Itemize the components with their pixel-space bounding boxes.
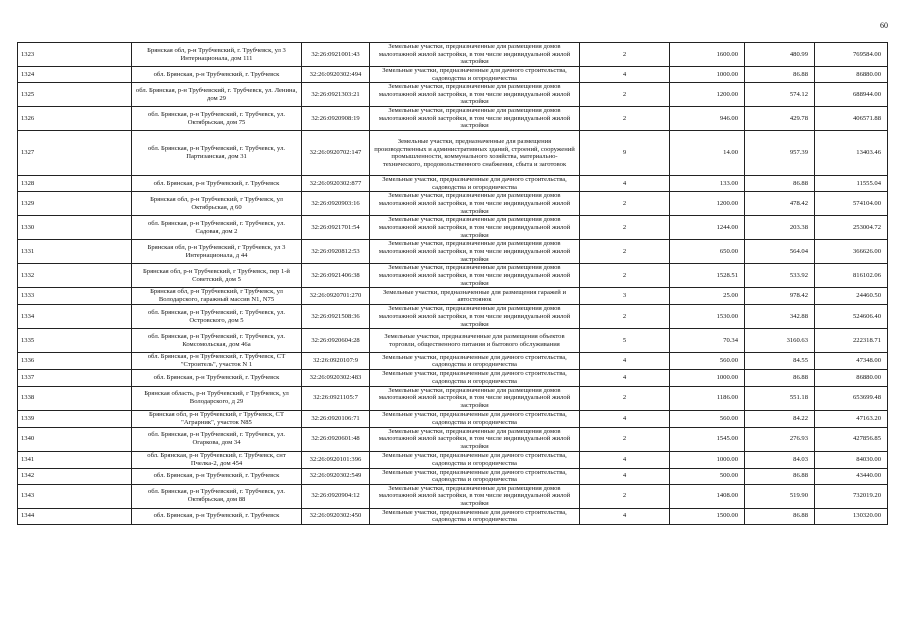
land-use-cell: Земельные участки, предназначенные для размещения домов малоэтажной жилой застройки, в том числе индивидуальной жилой застройки <box>370 305 580 329</box>
address-cell: обл. Брянская, р-н Трубчевский, г. Трубчевск, ул. Островского, дом 5 <box>132 305 302 329</box>
table-body <box>18 43 888 525</box>
specific-value-cell: 519.90 <box>745 484 815 508</box>
cadastral-number-cell: 32:26:0920601:48 <box>302 427 370 451</box>
specific-value-cell: 574.12 <box>745 83 815 107</box>
cadastral-value-cell: 11555.04 <box>815 176 888 192</box>
specific-value-cell: 84.55 <box>745 353 815 370</box>
row-number-cell: 1338 <box>18 386 132 410</box>
cadastral-number-cell: 32:26:0920302:483 <box>302 370 370 386</box>
row-number-cell: 1337 <box>18 370 132 386</box>
address-cell: Брянская обл, р-н Трубчевский, г. Трубчевск, ул 3 Интернационала, дом 111 <box>132 43 302 67</box>
row-number-cell: 1333 <box>18 288 132 305</box>
table-row <box>18 451 888 468</box>
page-number: 60 <box>880 21 888 30</box>
cadastral-number-cell: 32:26:0920107:9 <box>302 353 370 370</box>
area-cell: 1600.00 <box>670 43 745 67</box>
specific-value-cell: 342.88 <box>745 305 815 329</box>
row-number-cell: 1328 <box>18 176 132 192</box>
cadastral-value-cell: 366626.00 <box>815 240 888 264</box>
address-cell: обл. Брянская, р-н Трубчевский, г. Трубчевск <box>132 176 302 192</box>
table-row <box>18 216 888 240</box>
area-cell: 1408.00 <box>670 484 745 508</box>
area-cell: 1244.00 <box>670 216 745 240</box>
land-register-table <box>17 42 888 525</box>
use-group-cell: 2 <box>580 264 670 288</box>
table-row <box>18 264 888 288</box>
use-group-cell: 2 <box>580 386 670 410</box>
cadastral-value-cell: 13403.46 <box>815 131 888 176</box>
area-cell: 1530.00 <box>670 305 745 329</box>
address-cell: обл. Брянская, р-н Трубчевский, г. Трубчевск, ул. Комсомольская, дом 46а <box>132 329 302 353</box>
row-number-cell: 1331 <box>18 240 132 264</box>
cadastral-number-cell: 32:26:0921701:54 <box>302 216 370 240</box>
cadastral-number-cell: 32:26:0920701:270 <box>302 288 370 305</box>
row-number-cell: 1325 <box>18 83 132 107</box>
use-group-cell: 4 <box>580 508 670 524</box>
use-group-cell: 2 <box>580 484 670 508</box>
address-cell: обл. Брянская, р-н Трубчевский, г. Трубчевск, ул. Садовая, дом 2 <box>132 216 302 240</box>
address-cell: обл. Брянская, р-н Трубчевский, г. Трубчевск, ул. Октябрьская, дом 88 <box>132 484 302 508</box>
use-group-cell: 2 <box>580 107 670 131</box>
address-cell: обл. Брянская, р-н Трубчевский, г. Трубчевск <box>132 508 302 524</box>
use-group-cell: 9 <box>580 131 670 176</box>
table-row <box>18 508 888 524</box>
table-row <box>18 83 888 107</box>
table-row <box>18 484 888 508</box>
use-group-cell: 2 <box>580 192 670 216</box>
table-row <box>18 329 888 353</box>
row-number-cell: 1334 <box>18 305 132 329</box>
row-number-cell: 1343 <box>18 484 132 508</box>
table-row <box>18 305 888 329</box>
specific-value-cell: 84.03 <box>745 451 815 468</box>
row-number-cell: 1327 <box>18 131 132 176</box>
address-cell: обл. Брянская, р-н Трубчевский, г. Трубчевск <box>132 468 302 484</box>
row-number-cell: 1339 <box>18 410 132 427</box>
area-cell: 1545.00 <box>670 427 745 451</box>
use-group-cell: 2 <box>580 43 670 67</box>
land-use-cell: Земельные участки, предназначенные для дачного строительства, садоводства и огородничества <box>370 370 580 386</box>
cadastral-value-cell: 816102.06 <box>815 264 888 288</box>
specific-value-cell: 957.39 <box>745 131 815 176</box>
cadastral-value-cell: 524606.40 <box>815 305 888 329</box>
land-use-cell: Земельные участки, предназначенные для размещения домов малоэтажной жилой застройки, в том числе индивидуальной жилой застройки <box>370 216 580 240</box>
cadastral-number-cell: 32:26:0920302:877 <box>302 176 370 192</box>
row-number-cell: 1324 <box>18 67 132 83</box>
specific-value-cell: 86.88 <box>745 176 815 192</box>
specific-value-cell: 978.42 <box>745 288 815 305</box>
area-cell: 500.00 <box>670 468 745 484</box>
land-use-cell: Земельные участки, предназначенные для дачного строительства, садоводства и огородничества <box>370 353 580 370</box>
use-group-cell: 2 <box>580 216 670 240</box>
area-cell: 133.00 <box>670 176 745 192</box>
specific-value-cell: 533.92 <box>745 264 815 288</box>
area-cell: 25.00 <box>670 288 745 305</box>
cadastral-value-cell: 47163.20 <box>815 410 888 427</box>
address-cell: Брянская обл, р-н Трубчевский, г Трубчевск, ул Октябрьская, д 60 <box>132 192 302 216</box>
table-row <box>18 410 888 427</box>
land-use-cell: Земельные участки, предназначенные для размещения домов малоэтажной жилой застройки, в том числе индивидуальной жилой застройки <box>370 264 580 288</box>
land-use-cell: Земельные участки, предназначенные для размещения домов малоэтажной жилой застройки, в том числе индивидуальной жилой застройки <box>370 386 580 410</box>
use-group-cell: 4 <box>580 370 670 386</box>
table-row <box>18 107 888 131</box>
address-cell: обл. Брянская, р-н Трубчевский, г. Трубчевск, СТ "Строитель", участок N 1 <box>132 353 302 370</box>
cadastral-value-cell: 222318.71 <box>815 329 888 353</box>
land-use-cell: Земельные участки, предназначенные для размещения домов малоэтажной жилой застройки, в том числе индивидуальной жилой застройки <box>370 427 580 451</box>
cadastral-number-cell: 32:26:0920302:494 <box>302 67 370 83</box>
address-cell: обл. Брянская, р-н Трубчевский, г. Трубчевск, ул. Октябрьская, дом 75 <box>132 107 302 131</box>
use-group-cell: 2 <box>580 427 670 451</box>
cadastral-value-cell: 86880.00 <box>815 370 888 386</box>
table-row <box>18 370 888 386</box>
land-use-cell: Земельные участки, предназначенные для дачного строительства, садоводства и огородничества <box>370 176 580 192</box>
use-group-cell: 4 <box>580 353 670 370</box>
table-row <box>18 468 888 484</box>
table-row <box>18 67 888 83</box>
address-cell: Брянская обл, р-н Трубчевский, г Трубчевск, пер 1-й Советский, дом 5 <box>132 264 302 288</box>
cadastral-number-cell: 32:26:0921508:36 <box>302 305 370 329</box>
cadastral-number-cell: 32:26:0921001:43 <box>302 43 370 67</box>
area-cell: 1200.00 <box>670 83 745 107</box>
cadastral-value-cell: 130320.00 <box>815 508 888 524</box>
address-cell: обл. Брянская, р-н Трубчевский, г. Трубчевск, ул. Партизанская, дом 31 <box>132 131 302 176</box>
land-use-cell: Земельные участки, предназначенные для дачного строительства, садоводства и огородничества <box>370 67 580 83</box>
cadastral-value-cell: 86880.00 <box>815 67 888 83</box>
cadastral-number-cell: 32:26:0921303:21 <box>302 83 370 107</box>
address-cell: Брянская обл, р-н Трубчевский, г Трубчевск, ул 3 Интернационала, д 44 <box>132 240 302 264</box>
use-group-cell: 2 <box>580 305 670 329</box>
land-use-cell: Земельные участки, предназначенные для размещения гаражей и автостоянок <box>370 288 580 305</box>
area-cell: 560.00 <box>670 353 745 370</box>
area-cell: 946.00 <box>670 107 745 131</box>
land-use-cell: Земельные участки, предназначенные для размещения домов малоэтажной жилой застройки, в том числе индивидуальной жилой застройки <box>370 192 580 216</box>
cadastral-value-cell: 427856.85 <box>815 427 888 451</box>
row-number-cell: 1344 <box>18 508 132 524</box>
cadastral-number-cell: 32:26:0921406:38 <box>302 264 370 288</box>
specific-value-cell: 86.88 <box>745 508 815 524</box>
address-cell: обл. Брянская, р-н Трубчевский, г. Трубчевск, снт Пчелка-2, дом 454 <box>132 451 302 468</box>
land-use-cell: Земельные участки, предназначенные для размещения домов малоэтажной жилой застройки, в том числе индивидуальной жилой застройки <box>370 107 580 131</box>
cadastral-value-cell: 732019.20 <box>815 484 888 508</box>
use-group-cell: 4 <box>580 468 670 484</box>
area-cell: 70.34 <box>670 329 745 353</box>
specific-value-cell: 203.38 <box>745 216 815 240</box>
cadastral-value-cell: 574104.00 <box>815 192 888 216</box>
row-number-cell: 1340 <box>18 427 132 451</box>
table-row <box>18 176 888 192</box>
specific-value-cell: 551.18 <box>745 386 815 410</box>
address-cell: Брянская область, р-н Трубчевский, г Трубчевск, ул Володарского, д 29 <box>132 386 302 410</box>
use-group-cell: 4 <box>580 176 670 192</box>
row-number-cell: 1326 <box>18 107 132 131</box>
specific-value-cell: 480.99 <box>745 43 815 67</box>
specific-value-cell: 276.93 <box>745 427 815 451</box>
address-cell: обл. Брянская, р-н Трубчевский, г. Трубчевск, ул. Огаркова, дом 34 <box>132 427 302 451</box>
land-use-cell: Земельные участки, предназначенные для дачного строительства, садоводства и огородничества <box>370 468 580 484</box>
specific-value-cell: 84.22 <box>745 410 815 427</box>
use-group-cell: 4 <box>580 451 670 468</box>
table-row <box>18 192 888 216</box>
cadastral-number-cell: 32:26:0921105:7 <box>302 386 370 410</box>
land-use-cell: Земельные участки, предназначенные для размещения домов малоэтажной жилой застройки, в том числе индивидуальной жилой застройки <box>370 83 580 107</box>
specific-value-cell: 86.88 <box>745 67 815 83</box>
use-group-cell: 5 <box>580 329 670 353</box>
specific-value-cell: 564.04 <box>745 240 815 264</box>
table-row <box>18 386 888 410</box>
table-row <box>18 427 888 451</box>
row-number-cell: 1329 <box>18 192 132 216</box>
area-cell: 14.00 <box>670 131 745 176</box>
cadastral-value-cell: 253004.72 <box>815 216 888 240</box>
use-group-cell: 4 <box>580 67 670 83</box>
cadastral-number-cell: 32:26:0920302:450 <box>302 508 370 524</box>
row-number-cell: 1342 <box>18 468 132 484</box>
area-cell: 1200.00 <box>670 192 745 216</box>
cadastral-number-cell: 32:26:0920702:147 <box>302 131 370 176</box>
row-number-cell: 1335 <box>18 329 132 353</box>
cadastral-number-cell: 32:26:0920302:549 <box>302 468 370 484</box>
area-cell: 1186.00 <box>670 386 745 410</box>
cadastral-value-cell: 43440.00 <box>815 468 888 484</box>
table-row <box>18 131 888 176</box>
table-row <box>18 43 888 67</box>
cadastral-value-cell: 84030.00 <box>815 451 888 468</box>
use-group-cell: 3 <box>580 288 670 305</box>
area-cell: 650.00 <box>670 240 745 264</box>
cadastral-number-cell: 32:26:0920101:396 <box>302 451 370 468</box>
area-cell: 1528.51 <box>670 264 745 288</box>
row-number-cell: 1332 <box>18 264 132 288</box>
land-use-cell: Земельные участки, предназначенные для размещения производственных и административных зданий, строений, сооружений промышленности, коммунального хозяйства, материально-технического, продовольственного снабжения, сбыта и заготовок <box>370 131 580 176</box>
cadastral-number-cell: 32:26:0920908:19 <box>302 107 370 131</box>
address-cell: обл. Брянская, р-н Трубчевский, г. Трубчевск <box>132 370 302 386</box>
area-cell: 1000.00 <box>670 67 745 83</box>
cadastral-value-cell: 47348.00 <box>815 353 888 370</box>
cadastral-number-cell: 32:26:0920604:28 <box>302 329 370 353</box>
area-cell: 1000.00 <box>670 370 745 386</box>
use-group-cell: 2 <box>580 83 670 107</box>
row-number-cell: 1336 <box>18 353 132 370</box>
cadastral-number-cell: 32:26:0920812:53 <box>302 240 370 264</box>
cadastral-value-cell: 688944.00 <box>815 83 888 107</box>
address-cell: Брянская обл, р-н Трубчевский, г Трубчевск, СТ "Аграрник", участок N85 <box>132 410 302 427</box>
specific-value-cell: 86.88 <box>745 370 815 386</box>
land-use-cell: Земельные участки, предназначенные для размещения домов малоэтажной жилой застройки, в том числе индивидуальной жилой застройки <box>370 43 580 67</box>
land-use-cell: Земельные участки, предназначенные для размещения домов малоэтажной жилой застройки, в том числе индивидуальной жилой застройки <box>370 240 580 264</box>
land-use-cell: Земельные участки, предназначенные для размещения домов малоэтажной жилой застройки, в том числе индивидуальной жилой застройки <box>370 484 580 508</box>
cadastral-number-cell: 32:26:0920903:16 <box>302 192 370 216</box>
land-use-cell: Земельные участки, предназначенные для дачного строительства, садоводства и огородничества <box>370 451 580 468</box>
table-row <box>18 240 888 264</box>
specific-value-cell: 429.78 <box>745 107 815 131</box>
specific-value-cell: 86.88 <box>745 468 815 484</box>
use-group-cell: 2 <box>580 240 670 264</box>
cadastral-value-cell: 769584.00 <box>815 43 888 67</box>
address-cell: обл. Брянская, р-н Трубчевский, г. Трубчевск, ул. Ленина, дом 29 <box>132 83 302 107</box>
cadastral-value-cell: 24460.50 <box>815 288 888 305</box>
land-use-cell: Земельные участки, предназначенные для дачного строительства, садоводства и огородничества <box>370 508 580 524</box>
row-number-cell: 1330 <box>18 216 132 240</box>
address-cell: Брянская обл, р-н Трубчевский, г Трубчевск, ул Володарского, гаражный массив N1, N75 <box>132 288 302 305</box>
table-row <box>18 288 888 305</box>
cadastral-number-cell: 32:26:0920106:71 <box>302 410 370 427</box>
area-cell: 1000.00 <box>670 451 745 468</box>
specific-value-cell: 3160.63 <box>745 329 815 353</box>
specific-value-cell: 478.42 <box>745 192 815 216</box>
cadastral-value-cell: 406571.88 <box>815 107 888 131</box>
area-cell: 560.00 <box>670 410 745 427</box>
table-row <box>18 353 888 370</box>
area-cell: 1500.00 <box>670 508 745 524</box>
row-number-cell: 1341 <box>18 451 132 468</box>
land-use-cell: Земельные участки, предназначенные для размещения объектов торговли, общественного питания и бытового обслуживания <box>370 329 580 353</box>
address-cell: обл. Брянская, р-н Трубчевский, г. Трубчевск <box>132 67 302 83</box>
use-group-cell: 4 <box>580 410 670 427</box>
cadastral-value-cell: 653699.48 <box>815 386 888 410</box>
row-number-cell: 1323 <box>18 43 132 67</box>
land-use-cell: Земельные участки, предназначенные для дачного строительства, садоводства и огородничества <box>370 410 580 427</box>
cadastral-number-cell: 32:26:0920904:12 <box>302 484 370 508</box>
